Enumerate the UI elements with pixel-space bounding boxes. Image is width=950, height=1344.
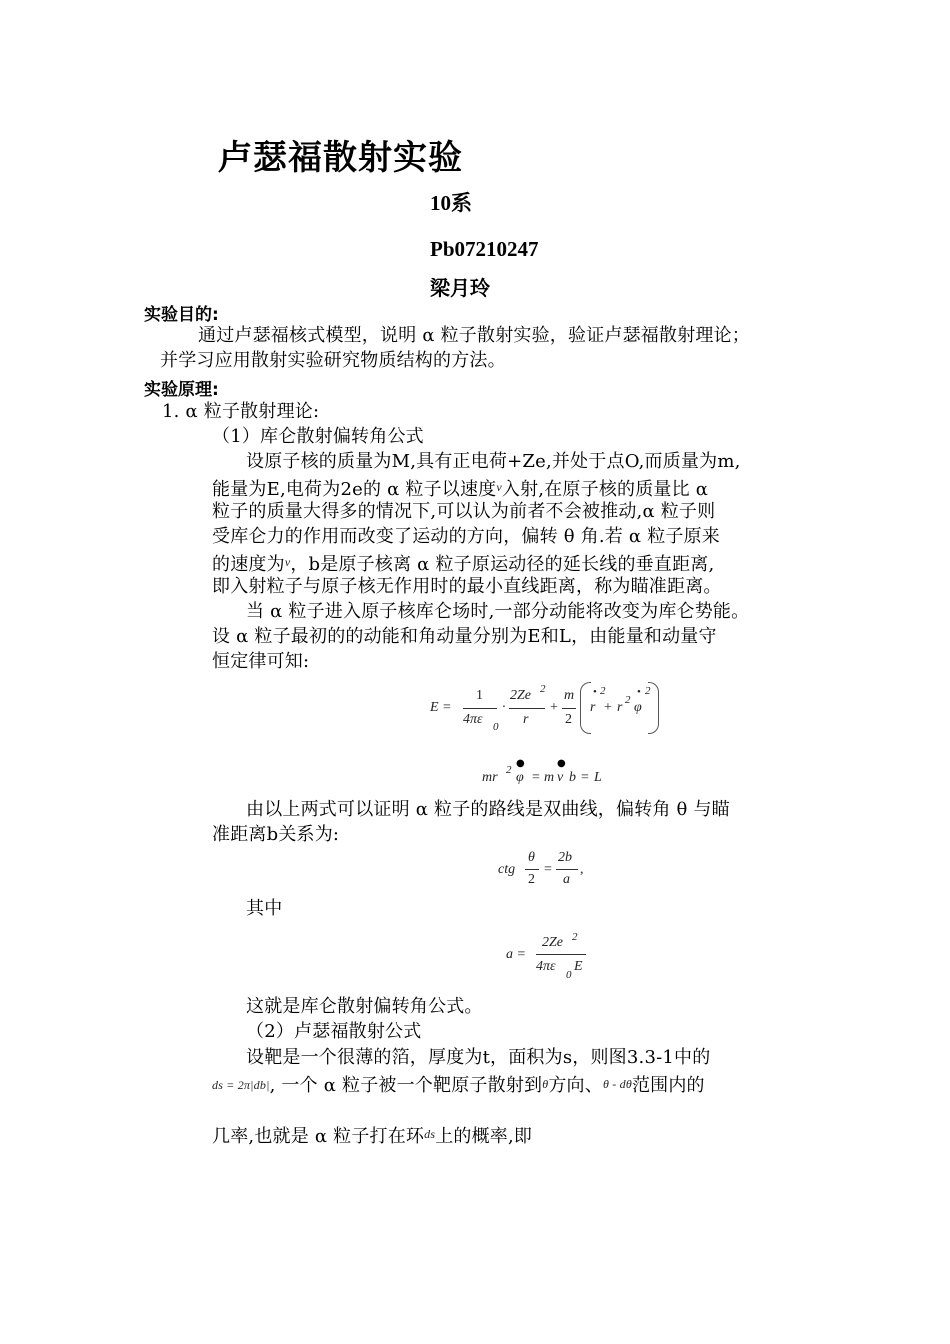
energy-equation: E = 1 4πε 0 · 2Ze 2 r + m 2 • 2 r + r 2 • 2 φ (430, 680, 670, 740)
deflection-angle-equation: ctg θ 2 = 2b a , (498, 850, 584, 887)
purpose-line: 通过卢瑟福核式模型，说明 α 粒子散射实验，验证卢瑟福散射理论； (198, 325, 750, 346)
paragraph-line: 的速度为$^v$，b是原子核离 α 粒子原运动径的延长线的垂直距离, (212, 554, 715, 575)
paragraph-line: 由以上两式可以证明 α 粒子的路线是双曲线，偏转角 θ 与瞄 (246, 799, 730, 820)
theta-range-symbol: θ - dθ (602, 1077, 632, 1091)
velocity-symbol: v (284, 555, 291, 569)
purpose-heading: 实验目的: (144, 305, 219, 325)
paragraph-line: 其中 (246, 898, 283, 919)
paragraph-line: 设靶是一个很薄的箔，厚度为t，面积为s，则图3.3-1中的 (246, 1047, 711, 1068)
paragraph-line: 准距离b关系为: (212, 824, 340, 845)
paragraph-line: 当 α 粒子进入原子核库仑场时,一部分动能将改变为库仑势能。 (246, 601, 750, 622)
theta-symbol: θ (542, 1077, 549, 1091)
subsection-title: （1）库仑散射偏转角公式 (212, 426, 424, 447)
paragraph-line: 设原子核的质量为M,具有正电荷+Ze,并处于点O,而质量为m, (246, 451, 741, 472)
paragraph-line: 几率,也就是 α 粒子打在环$^{ds}$上的概率,即 (212, 1126, 533, 1147)
paragraph-line: 这就是库仑散射偏转角公式。 (246, 996, 483, 1017)
paragraph-line: 恒定律可知: (212, 651, 310, 672)
angular-momentum-equation: mr 2 ● φ = m ● v b = L (482, 758, 602, 785)
velocity-symbol: v (496, 480, 502, 494)
department: 10系 (430, 191, 472, 215)
paragraph-line: 设 α 粒子最初的的动能和角动量分别为E和L，由能量和动量守 (212, 626, 717, 647)
purpose-line: 并学习应用散射实验研究物质结构的方法。 (160, 350, 506, 371)
section-item: 1. α 粒子散射理论: (162, 401, 320, 422)
document-title: 卢瑟福散射实验 (218, 138, 463, 178)
a-definition-equation: a = 2Ze 2 4πε 0 E (506, 935, 606, 981)
ds-equation: ds = 2π|db| (212, 1078, 270, 1092)
paragraph-line: 即入射粒子与原子核无作用时的最小直线距离，称为瞄准距离。 (212, 576, 722, 597)
author-name: 梁月玲 (430, 276, 490, 300)
paragraph-line: 粒子的质量大得多的情况下,可以认为前者不会被推动,α 粒子则 (212, 501, 716, 522)
principle-heading: 实验原理: (144, 380, 219, 400)
subsection-title: （2）卢瑟福散射公式 (246, 1021, 422, 1042)
student-id: Pb07210247 (430, 237, 539, 261)
paragraph-line: 能量为E,电荷为2e的 α 粒子以速度$^v$入射,在原子核的质量比 α (212, 479, 709, 500)
paragraph-line: ds = 2π|db|, 一个 α 粒子被一个靶原子散射到θ方向、θ - dθ范围内的 (212, 1075, 705, 1096)
ds-symbol: ds (424, 1127, 436, 1141)
paragraph-line: 受库仑力的作用而改变了运动的方向，偏转 θ 角.若 α 粒子原来 (212, 526, 720, 547)
